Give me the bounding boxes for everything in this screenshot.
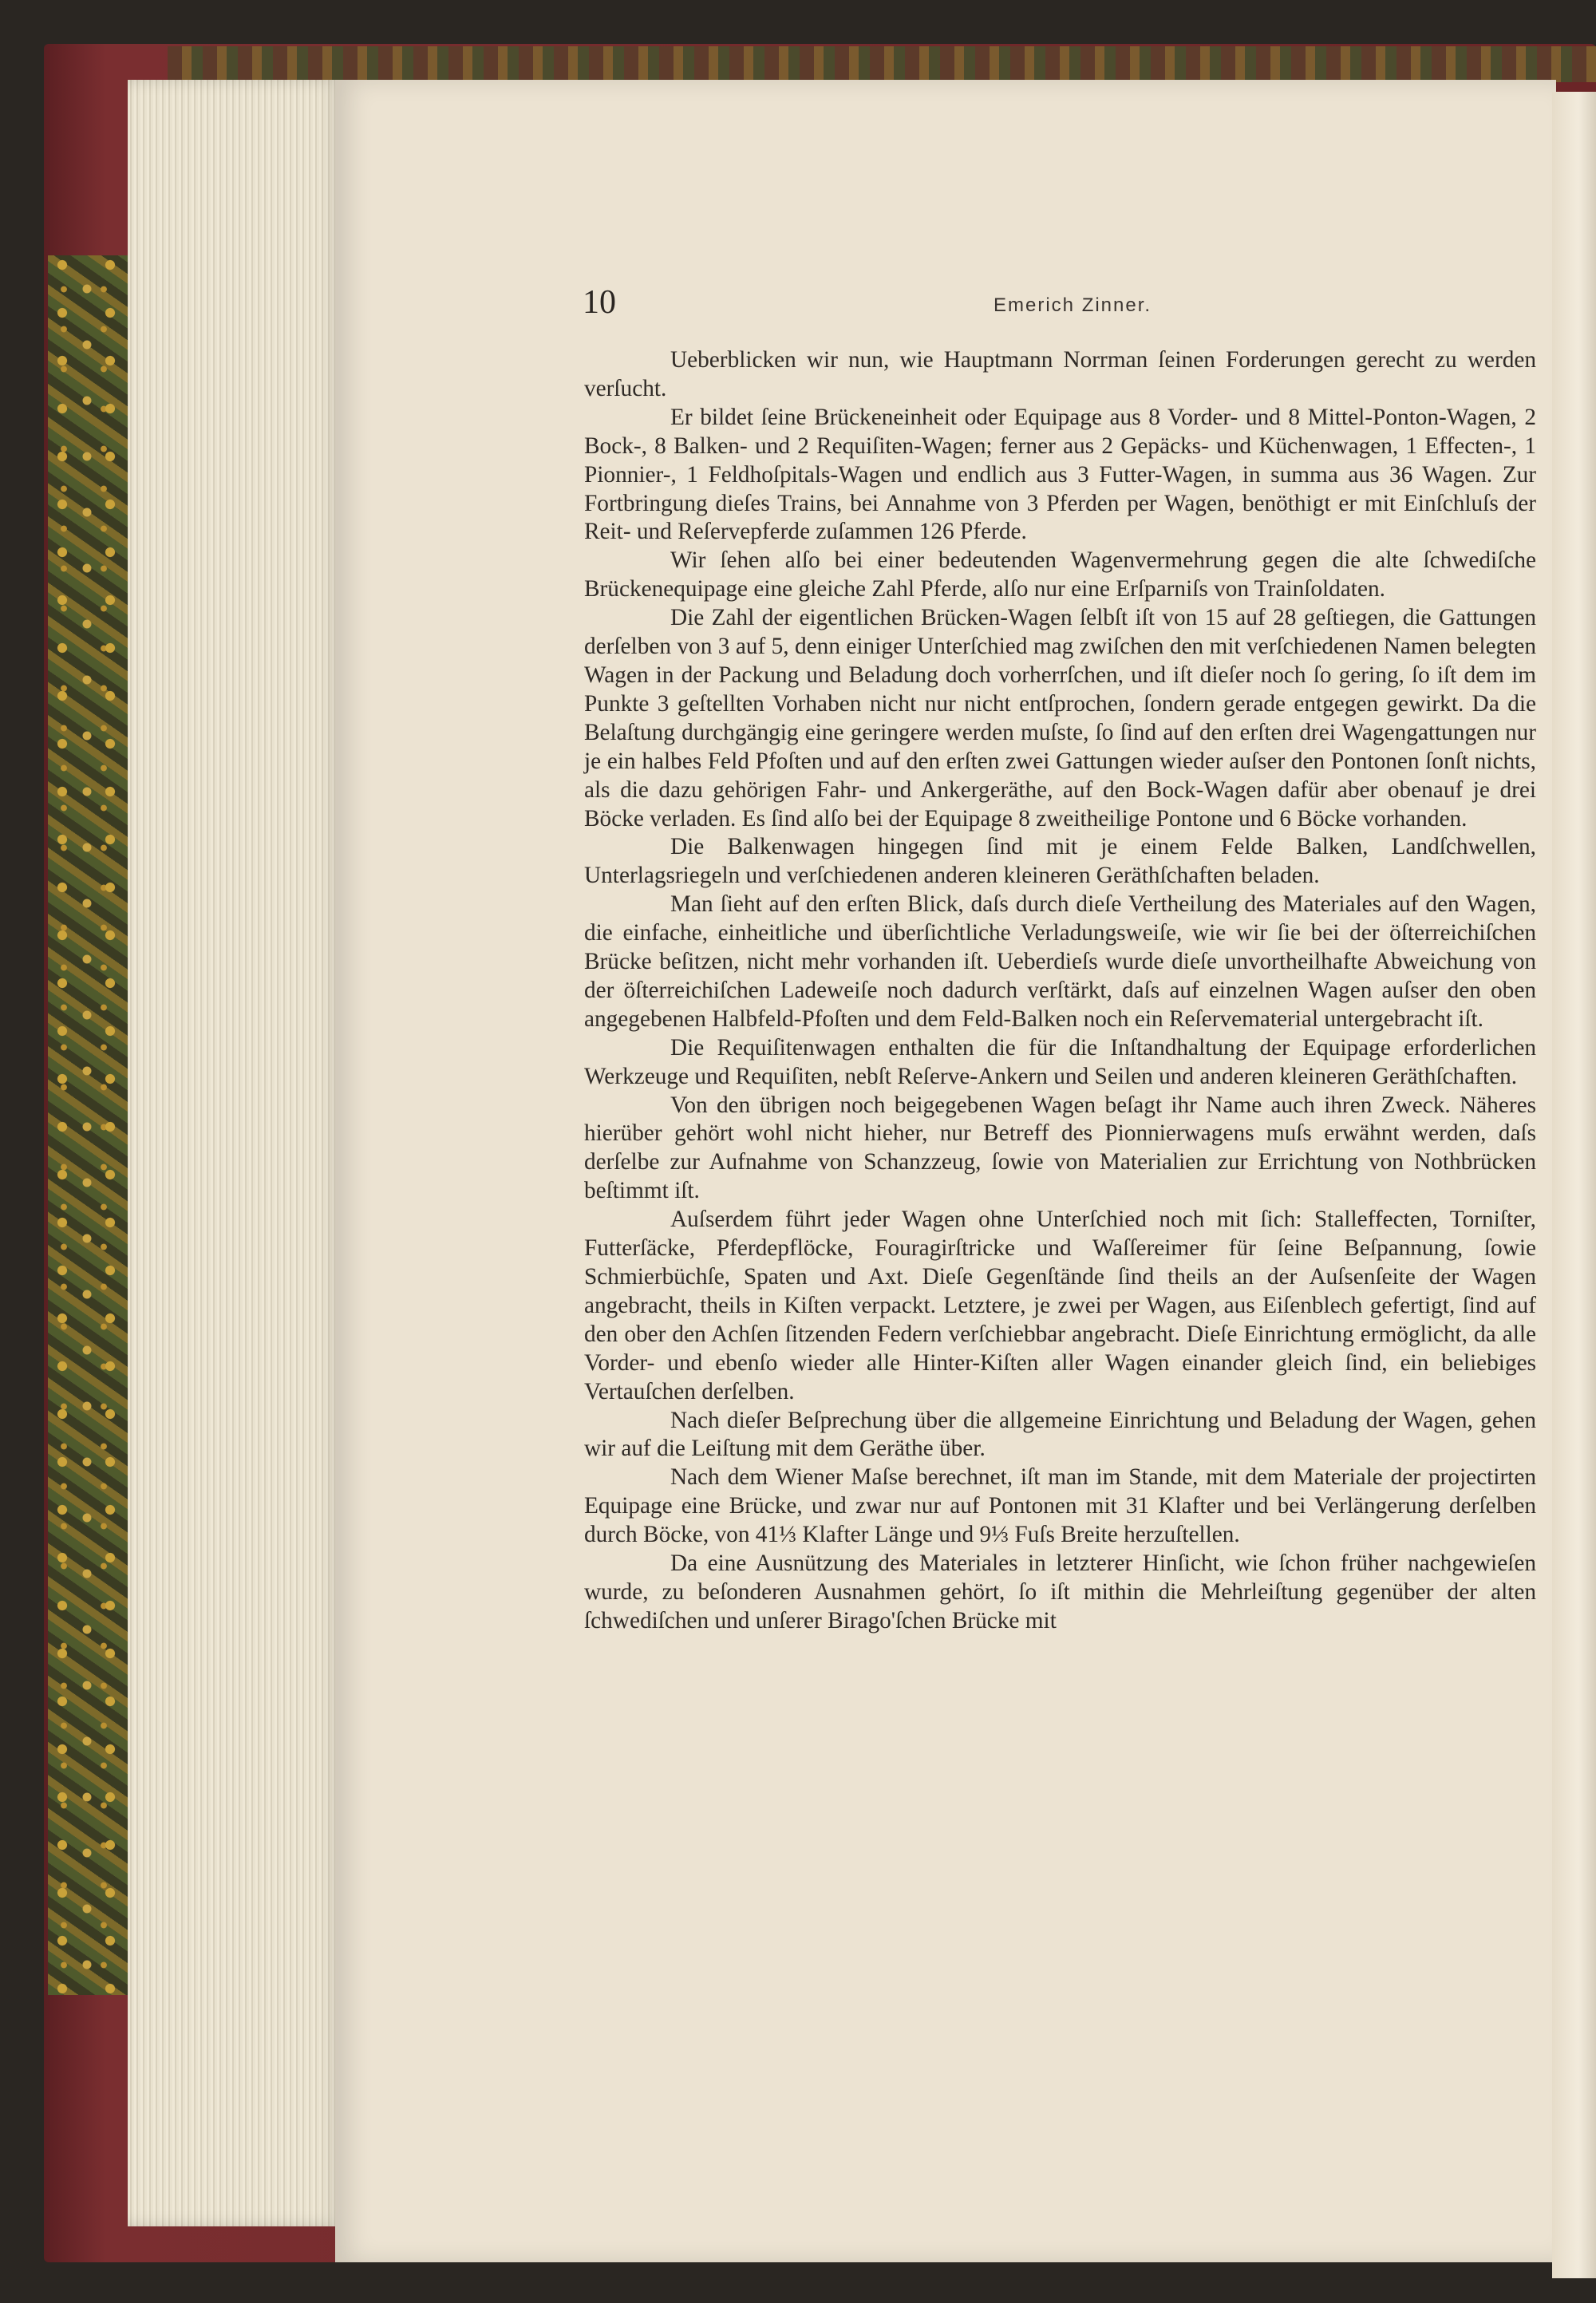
paragraph: Die Zahl der eigentlichen Brücken-Wagen ſelbſt iſt von 15 auf 28 geſtiegen, die Gattungen derſelben von 3 auf 5, denn einiger Unterſchied mag zwiſchen den mit verſchiedenen Namen belegten Wagen in der Packung und Beladung doch vorherrſchen, und iſt dieſer noch ſo gering, ſo iſt dem im Punkte 3 geſtellten Vorhaben nicht nur nicht entſprochen, ſondern gerade entgegen gewirkt. Da die Belaſtung durchgängig eine geringere werden muſste, ſo ſind auf den erſten drei Wagengattungen nur je ein halbes Feld Pfoſten und auf den erſten zwei Gattungen wieder auſser den Pontonen ſonſt nichts, als die dazu gehörigen Fahr- und Ankergeräthe, auf den Bock-Wagen dafür aber obenauf je drei Böcke verladen. Es ſind alſo bei der Equipage 8 zweitheilige Pontone und 6 Böcke vorhanden.: [584, 605, 1536, 832]
paragraph: Er bildet ſeine Brückeneinheit oder Equipage aus 8 Vorder- und 8 Mittel-Ponton-Wagen, 2 Bock-, 8 Balken- und 2 Requiſiten-Wagen; ferner aus 2 Gepäcks- und Küchenwagen, 1 Effecten-, 1 Pionnier-, 1 Feldhoſpitals-Wagen und endlich aus 3 Futter-Wagen, in summa aus 36 Wagen. Zur Fortbringung dieſes Trains, bei Annahme von 3 Pferden per Wagen, benöthigt er mit Einſchluſs der Reit- und Reſervepferde zuſammen 126 Pferde.: [584, 404, 1536, 545]
paragraph: Die Balkenwagen hingegen ſind mit je einem Felde Balken, Landſchwellen, Unterlagsriegeln und verſchiedenen anderen kleineren Geräthſchaften beladen.: [584, 834, 1536, 889]
paragraph: Da eine Ausnützung des Materiales in letzterer Hinſicht, wie ſchon früher nachgewieſen wurde, zu beſonderen Ausnahmen gehört, ſo iſt mithin die Mehrleiſtung gegenüber der alten ſchwediſchen und unſerer Birago'ſchen Brücke mit: [584, 1550, 1536, 1633]
paragraph: Wir ſehen alſo bei einer bedeutenden Wagenvermehrung gegen die alte ſchwediſche Brückenequipage eine gleiche Zahl Pferde, alſo nur eine Erſparniſs von Trainſoldaten.: [584, 547, 1536, 602]
paragraph: Ueberblicken wir nun, wie Hauptmann Norrman ſeinen Forderungen gerecht zu werden verſucht.: [584, 347, 1536, 401]
right-page-edge: [1552, 92, 1596, 2278]
paragraph: Auſserdem führt jeder Wagen ohne Unterſchied noch mit ſich: Stalleffecten, Torniſter, Futterſäcke, Pferdepflöcke, Fouragirſtricke und Waſſereimer für ſeine Beſpannung, ſowie Schmierbüchſe, Spaten und Axt. Dieſe Gegenſtände ſind theils an der Auſsenſeite der Wagen angebracht, theils in Kiſten verpackt. Letztere, je zwei per Wagen, aus Eiſenblech gefertigt, ſind auf den ober den Achſen ſitzenden Federn verſchiebbar angebracht. Dieſe Einrichtung ermöglicht, da alle Vorder- und ebenſo wieder alle Hinter-Kiſten aller Wagen einander gleich ſind, ein beliebiges Vertauſchen derſelben.: [584, 1207, 1536, 1404]
paragraph: Von den übrigen noch beigegebenen Wagen beſagt ihr Name auch ihren Zweck. Näheres hierüber gehört wohl nicht hieher, nur Betreff des Pionnierwagens muſs erwähnt werden, daſs derſelbe zur Aufnahme von Schanzzeug, ſowie von Materialien zur Errichtung von Nothbrücken beſtimmt iſt.: [584, 1092, 1536, 1204]
paragraph: Nach dieſer Beſprechung über die allgemeine Einrichtung und Beladung der Wagen, gehen wir auf die Leiſtung mit dem Geräthe über.: [584, 1407, 1536, 1462]
body-text: [584, 346, 1536, 1636]
page-number: 10: [583, 284, 616, 321]
page-edges: [128, 80, 343, 2226]
paragraph: Man ſieht auf den erſten Blick, daſs durch dieſe Vertheilung des Materiales auf den Wagen, die einfache, einheitliche und überſichtliche Verladungsweiſe, wie wir ſie bei der öſterreichiſchen Brücke beſitzen, nicht mehr vorhanden iſt. Ueberdieſs wurde dieſe unvortheilhafte Abweichung von der öſterreichiſchen Ladeweiſe noch dadurch verſtärkt, daſs auf einzelnen Wagen auſser den oben angegebenen Halbfeld-Pfoſten und dem Feld-Balken noch ein Reſervematerial untergebracht iſt.: [584, 891, 1536, 1032]
paragraph: Die Requiſitenwagen enthalten die für die Inſtandhaltung der Equipage erforderlichen Werkzeuge und Requiſiten, nebſt Reſerve-Ankern und Seilen und anderen kleineren Geräthſchaften.: [584, 1034, 1536, 1089]
paragraph: Nach dem Wiener Maſse berechnet, iſt man im Stande, mit dem Materiale der projectirten Equipage eine Brücke, und zwar nur auf Pontonen mit 31 Klafter und bei Verlängerung derſelben durch Böcke, von 41⅓ Klafter Länge und 9⅓ Fuſs Breite herzuſtellen.: [584, 1464, 1536, 1548]
marbled-top-edge: [168, 46, 1596, 82]
running-head: Emerich Zinner.: [994, 294, 1152, 316]
page-header: [583, 283, 1508, 331]
